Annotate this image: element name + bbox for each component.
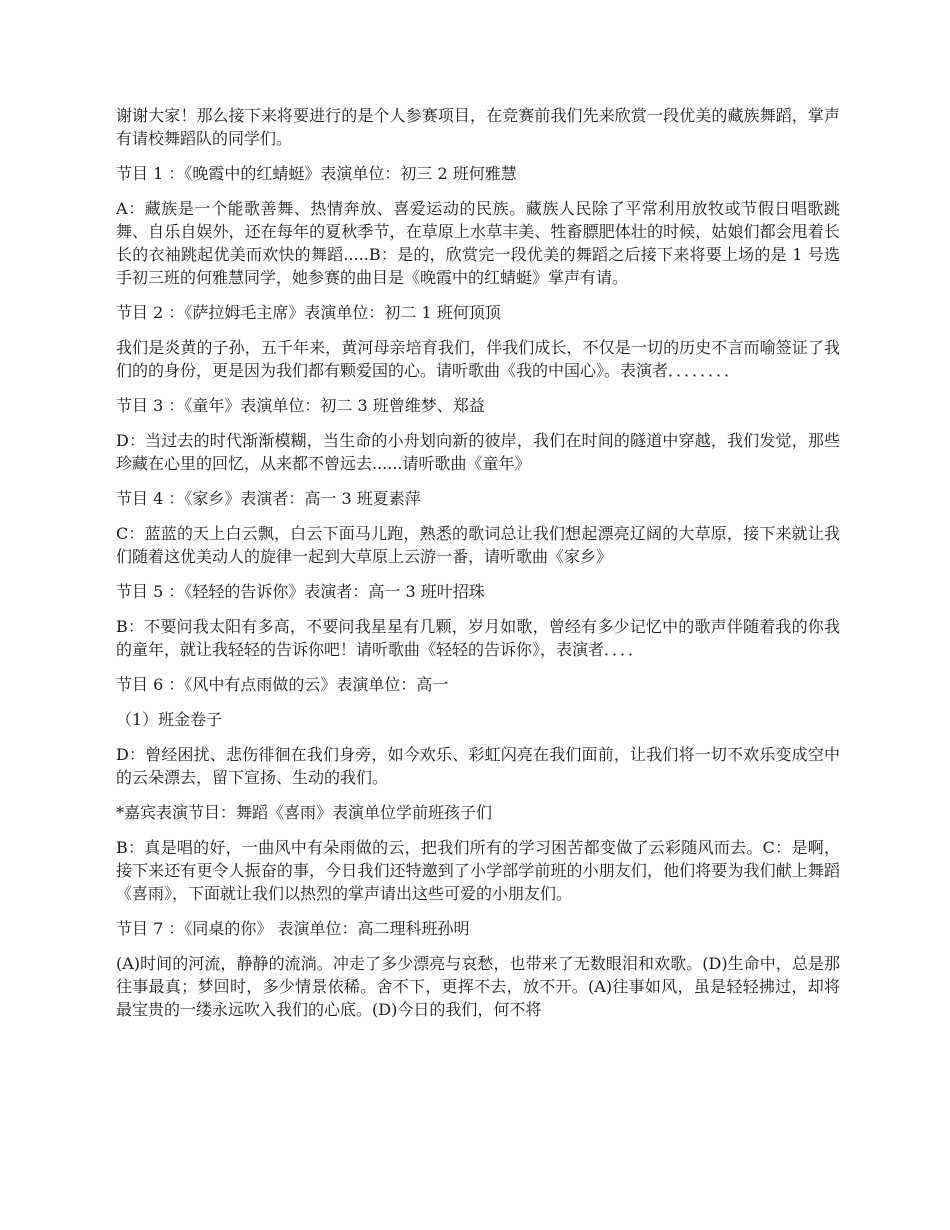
program-heading-6-continued: （1）班金卷子 bbox=[116, 710, 223, 729]
program-heading-2: 节目 2 ：《萨拉姆毛主席》表演单位：初二 1 班何顶顶 bbox=[116, 303, 501, 322]
host-script-paragraph: D：当过去的时代渐渐模糊，当生命的小舟划向新的彼岸，我们在时间的隧道中穿越，我们发觉，那些珍藏在心里的回忆，从来都不曾远去......请听歌曲《童年》 bbox=[116, 431, 840, 473]
host-script-paragraph: D：曾经困扰、悲伤徘徊在我们身旁，如今欢乐、彩虹闪亮在我们面前，让我们将一切不欢乐变成空中的云朵漂去，留下宣扬、生动的我们。 bbox=[116, 745, 840, 787]
paragraph-intro: 谢谢大家！那么接下来将要进行的是个人参赛项目，在竞赛前我们先来欣赏一段优美的藏族舞蹈，掌声有请校舞蹈队的同学们。 bbox=[116, 106, 840, 148]
host-script-paragraph: 我们是炎黄的子孙，五千年来，黄河母亲培育我们，伴我们成长，不仅是一切的历史不言而喻签证了我们的的身份，更是因为我们都有颗爱国的心。请听歌曲《我的中国心》。表演者．．．．．．．． bbox=[116, 338, 840, 380]
program-heading-1: 节目 1 ：《晚霞中的红蜻蜓》表演单位：初三 2 班何雅慧 bbox=[116, 164, 517, 183]
host-script-paragraph: C：蓝蓝的天上白云飘，白云下面马儿跑，熟悉的歌词总让我们想起漂亮辽阔的大草原，接下来就让我们随着这优美动人的旋律一起到大草原上云游一番，请听歌曲《家乡》 bbox=[116, 524, 840, 566]
program-heading-7: 节目 7 ：《同桌的你》 表演单位：高二理科班孙明 bbox=[116, 919, 470, 938]
host-script-paragraph: A：藏族是一个能歌善舞、热情奔放、喜爱运动的民族。藏族人民除了平常利用放牧或节假日唱歌跳舞、自乐自娱外，还在每年的夏秋季节，在草原上水草丰美、牲畜膘肥体壮的时候，姑娘们都会甩着长长的衣袖跳起优美而欢快的舞蹈.....B：是的，欣赏完一段优美的舞蹈之后接下来将要上场的是 1 号选手初三班的何雅慧同学，她参赛的曲目是《晚霞中的红蜻蜓》掌声有请。 bbox=[116, 199, 840, 287]
program-heading-6: 节目 6 ：《风中有点雨做的云》表演单位：高一 bbox=[116, 675, 449, 694]
host-script-paragraph: (A)时间的河流，静静的流淌。冲走了多少漂亮与哀愁，也带来了无数眼泪和欢歌。(D)生命中，总是那往事最真；梦回时，多少情景依稀。舍不下，更挥不去，放不开。(A)往事如风，虽是轻轻拂过，却将最宝贵的一缕永远吹入我们的心底。(D)今日的我们，何不将 bbox=[116, 954, 840, 1019]
document-body bbox=[116, 104, 840, 1033]
program-heading-4: 节目 4 ：《家乡》表演者：高一 3 班夏素萍 bbox=[116, 489, 421, 508]
guest-program-heading: *嘉宾表演节目：舞蹈《喜雨》表演单位学前班孩子们 bbox=[116, 803, 493, 822]
host-script-paragraph: B：不要问我太阳有多高，不要问我星星有几颗，岁月如歌，曾经有多少记忆中的歌声伴随着我的你我的童年，就让我轻轻的告诉你吧！请听歌曲《轻轻的告诉你》，表演者．．．． bbox=[116, 617, 840, 659]
program-heading-5: 节目 5 ：《轻轻的告诉你》表演者：高一 3 班叶招珠 bbox=[116, 582, 485, 601]
host-script-paragraph: B：真是唱的好，一曲风中有朵雨做的云，把我们所有的学习困苦都变做了云彩随风而去。C：是啊，接下来还有更令人振奋的事，今日我们还特邀到了小学部学前班的小朋友们，他们将要为我们献上舞蹈《喜雨》，下面就让我们以热烈的掌声请出这些可爱的小朋友们。 bbox=[116, 838, 840, 903]
program-heading-3: 节目 3 ：《童年》表演单位：初二 3 班曾维梦、郑益 bbox=[116, 396, 485, 415]
